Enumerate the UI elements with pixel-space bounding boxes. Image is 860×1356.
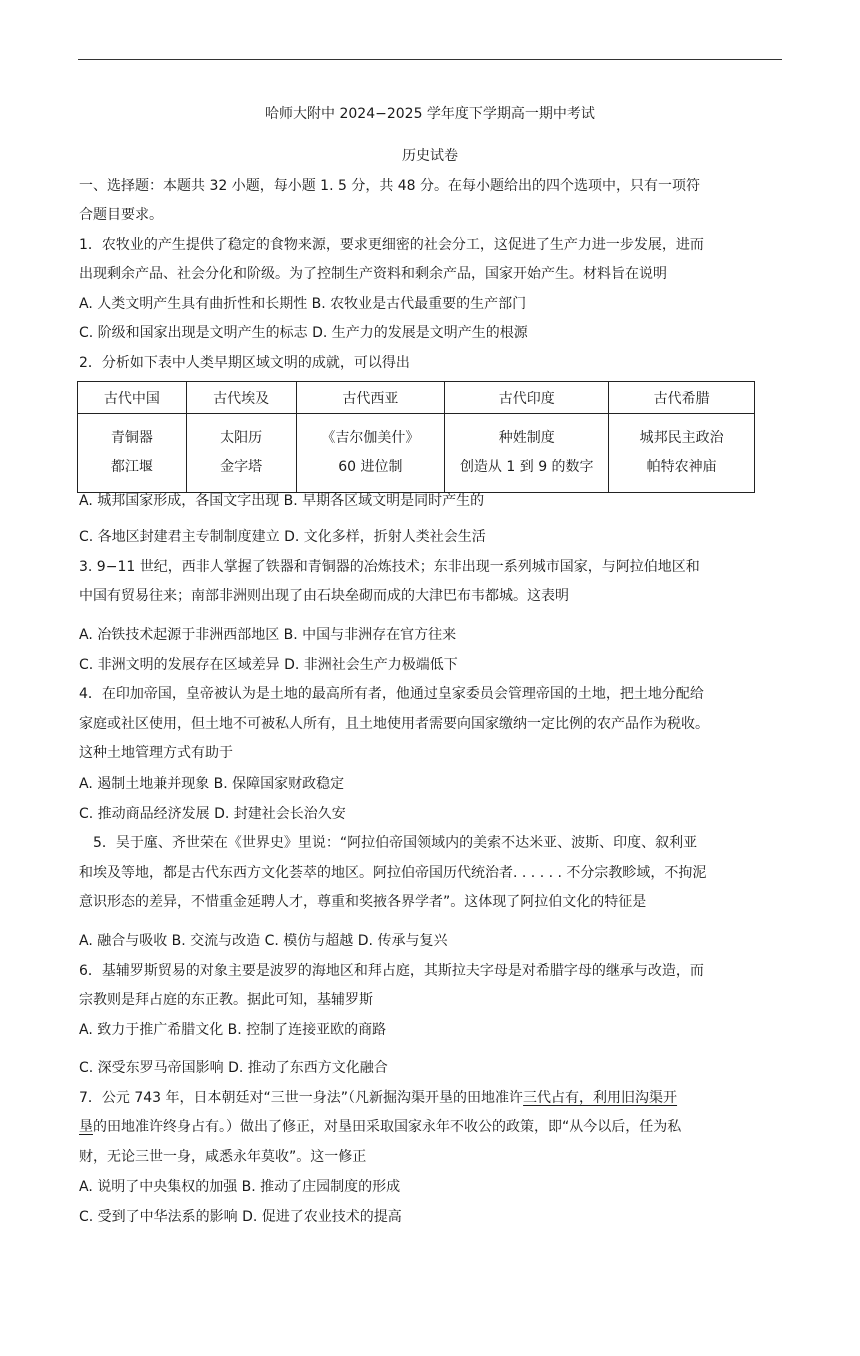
q4-stem-line1: 4．在印加帝国，皇帝被认为是土地的最高所有者，他通过皇家委员会管理帝国的土地，把土地分配给 (79, 686, 704, 702)
q6-stem-line2: 宗教则是拜占庭的东正教。据此可知，基辅罗斯 (79, 992, 373, 1008)
q4-options-cd: C. 推动商品经济发展 D. 封建社会长治久安 (79, 806, 346, 822)
table-cell-text: 帕特农神庙 (646, 459, 717, 475)
q7-options-ab: A. 说明了中央集权的加强 B. 推动了庄园制度的形成 (79, 1179, 401, 1195)
table-cell-text: 城邦民主政治 (639, 430, 724, 446)
table-header-cell: 古代印度 (445, 382, 609, 414)
table-header-cell: 古代埃及 (186, 382, 296, 414)
q7-options-cd: C. 受到了中华法系的影响 D. 促进了农业技术的提高 (79, 1209, 402, 1225)
q3-options-cd: C. 非洲文明的发展存在区域差异 D. 非洲社会生产力极端低下 (79, 657, 458, 673)
table-cell-egypt (186, 414, 296, 493)
q7-stem-line1 (79, 1089, 677, 1107)
header-rule (78, 59, 782, 60)
q1-stem-line1: 1．农牧业的产生提供了稳定的食物来源，要求更细密的社会分工，这促进了生产力进一步发展，进而 (79, 237, 704, 253)
q4-stem-line3: 这种土地管理方式有助于 (79, 745, 233, 761)
q7-stem-line3: 财，无论三世一身，咸悉永年莫收”。这一修正 (79, 1149, 367, 1165)
exam-title: 哈师大附中 2024−2025 学年度下学期高一期中考试 (265, 106, 595, 122)
q2-stem: 2．分析如下表中人类早期区域文明的成就，可以得出 (79, 355, 410, 371)
table-cell-greece (609, 414, 755, 493)
q3-stem-line2: 中国有贸易往来；南部非洲则出现了由石块垒砌而成的大津巴布韦都城。这表明 (79, 588, 569, 604)
table-cell-text: 创造从 1 到 9 的数字 (459, 459, 594, 475)
q5-stem-line3: 意识形态的差异，不惜重金延聘人才，尊重和奖掖各界学者”。这体现了阿拉伯文化的特征是 (79, 894, 647, 910)
table-header-row (78, 382, 755, 414)
table-header-cell: 古代中国 (78, 382, 187, 414)
q2-options-cd: C. 各地区封建君主专制制度建立 D. 文化多样，折射人类社会生活 (79, 529, 486, 545)
table-cell-text: 种姓制度 (498, 430, 555, 446)
table-cell-text: 青铜器 (110, 430, 153, 446)
table-cell-text: 金字塔 (220, 459, 263, 475)
q4-stem-line2: 家庭或社区使用，但土地不可被私人所有，且土地使用者需要向国家缴纳一定比例的农产品作为税收。 (79, 716, 709, 732)
table-header-cell: 古代希腊 (609, 382, 755, 414)
table-cell-text: 都江堰 (110, 459, 153, 475)
section-instruction-line1: 一、选择题：本题共 32 小题，每小题 1. 5 分，共 48 分。在每小题给出的四个选项中，只有一项符 (79, 178, 701, 194)
q1-options-cd: C. 阶级和国家出现是文明产生的标志 D. 生产力的发展是文明产生的根源 (79, 325, 528, 341)
table-cell-china (78, 414, 187, 493)
table-cell-west-asia (296, 414, 445, 493)
q5-stem-line1: 5．吴于廑、齐世荣在《世界史》里说：“阿拉伯帝国领域内的美索不达米亚、波斯、印度、叙利亚 (93, 835, 698, 851)
q7-stem-text: 7．公元 743 年，日本朝廷对“三世一身法”（凡新掘沟渠开垦的田地准许 (79, 1090, 524, 1106)
table-cell-text: 《吉尔伽美什》 (321, 430, 420, 446)
q2-options-ab: A. 城邦国家形成，各国文字出现 B. 早期各区域文明是同时产生的 (79, 493, 485, 509)
q7-stem-text: 的田地准许终身占有。）做出了修正，对垦田采取国家永年不收公的政策，即“从今以后，任为私 (93, 1119, 682, 1135)
section-instruction-line2: 合题目要求。 (79, 207, 163, 223)
q7-stem-line2 (79, 1118, 681, 1136)
q5-stem-line2: 和埃及等地，都是古代东西方文化荟萃的地区。阿拉伯帝国历代统治者. . . . . . 不分宗教畛域，不拘泥 (79, 865, 707, 881)
q7-underlined-text: 垦 (79, 1119, 93, 1135)
q6-stem-line1: 6．基辅罗斯贸易的对象主要是波罗的海地区和拜占庭，其斯拉夫字母是对希腊字母的继承与改造，而 (79, 963, 704, 979)
q5-options: A. 融合与吸收 B. 交流与改造 C. 模仿与超越 D. 传承与复兴 (79, 933, 448, 949)
q1-options-ab: A. 人类文明产生具有曲折性和长期性 B. 农牧业是古代最重要的生产部门 (79, 296, 527, 312)
table-cell-text: 60 进位制 (338, 459, 403, 475)
table-cell-india (445, 414, 609, 493)
q6-options-cd: C. 深受东罗马帝国影响 D. 推动了东西方文化融合 (79, 1060, 388, 1076)
civilization-table (77, 381, 755, 493)
q6-options-ab: A. 致力于推广希腊文化 B. 控制了连接亚欧的商路 (79, 1022, 387, 1038)
table-row (78, 414, 755, 493)
table-cell-text: 太阳历 (220, 430, 263, 446)
subject-title: 历史试卷 (402, 148, 458, 164)
table-header-cell: 古代西亚 (296, 382, 445, 414)
q1-stem-line2: 出现剩余产品、社会分化和阶级。为了控制生产资料和剩余产品，国家开始产生。材料旨在说明 (79, 266, 667, 282)
q3-stem-line1: 3. 9−11 世纪，西非人掌握了铁器和青铜器的冶炼技术；东非出现一系列城市国家，与阿拉伯地区和 (79, 559, 700, 575)
q7-underlined-text: 三代占有，利用旧沟渠开 (523, 1090, 678, 1106)
q3-options-ab: A. 冶铁技术起源于非洲西部地区 B. 中国与非洲存在官方往来 (79, 627, 457, 643)
q4-options-ab: A. 遏制土地兼并现象 B. 保障国家财政稳定 (79, 776, 345, 792)
